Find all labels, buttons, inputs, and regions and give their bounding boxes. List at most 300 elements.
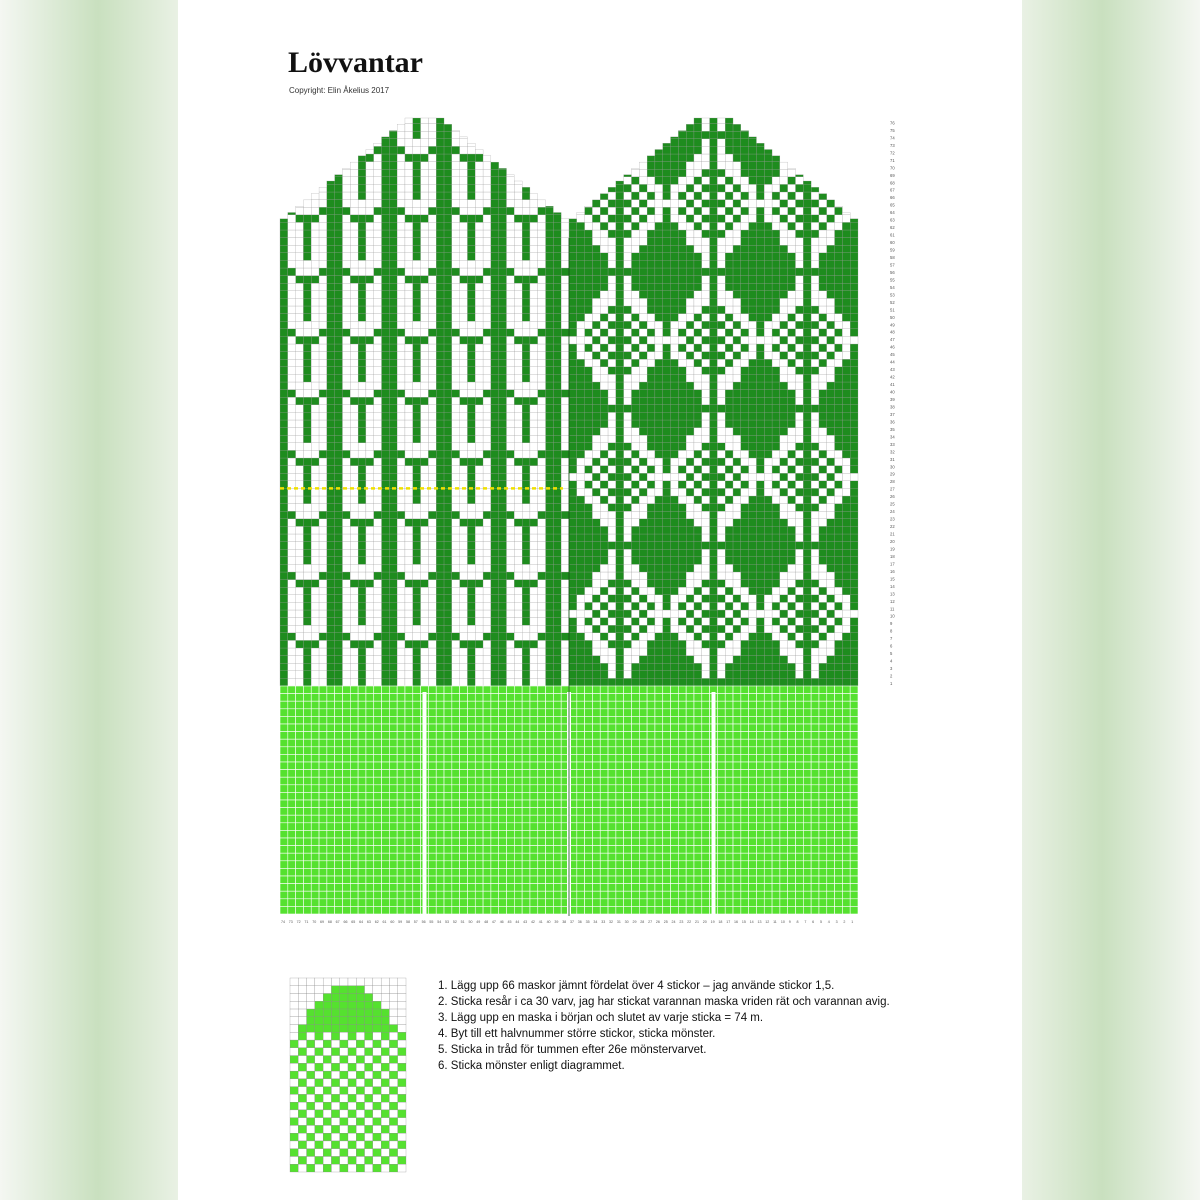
pattern-stitch bbox=[280, 420, 288, 428]
pattern-stitch bbox=[499, 207, 507, 215]
pattern-stitch bbox=[772, 230, 780, 238]
pattern-stitch bbox=[749, 412, 757, 420]
pattern-stitch bbox=[631, 625, 639, 633]
pattern-stitch bbox=[553, 352, 561, 360]
pattern-stitch bbox=[452, 428, 460, 436]
pattern-stitch bbox=[288, 397, 296, 405]
pattern-stitch bbox=[296, 397, 304, 405]
pattern-stitch bbox=[499, 458, 507, 466]
pattern-stitch bbox=[296, 253, 304, 261]
pattern-stitch bbox=[522, 557, 530, 565]
pattern-stitch bbox=[694, 344, 702, 352]
pattern-stitch bbox=[553, 367, 561, 375]
pattern-stitch bbox=[639, 245, 647, 253]
pattern-stitch bbox=[585, 435, 593, 443]
pattern-stitch bbox=[788, 405, 796, 413]
pattern-stitch bbox=[835, 412, 843, 420]
pattern-stitch bbox=[444, 336, 452, 344]
pattern-stitch bbox=[671, 428, 679, 436]
pattern-stitch bbox=[749, 648, 757, 656]
pattern-stitch bbox=[749, 511, 757, 519]
pattern-stitch bbox=[311, 633, 319, 641]
pattern-stitch bbox=[522, 625, 530, 633]
pattern-stitch bbox=[374, 397, 382, 405]
pattern-stitch bbox=[397, 222, 405, 230]
pattern-stitch bbox=[749, 154, 757, 162]
pattern-stitch bbox=[382, 306, 390, 314]
pattern-stitch bbox=[374, 200, 382, 208]
pattern-stitch bbox=[725, 640, 733, 648]
pattern-stitch bbox=[827, 260, 835, 268]
pattern-stitch bbox=[725, 238, 733, 246]
pattern-stitch bbox=[671, 238, 679, 246]
pattern-stitch bbox=[413, 169, 421, 177]
pattern-stitch bbox=[413, 671, 421, 679]
pattern-stitch bbox=[639, 473, 647, 481]
pattern-stitch bbox=[296, 618, 304, 626]
pattern-stitch bbox=[733, 283, 741, 291]
pattern-stitch bbox=[288, 367, 296, 375]
pattern-stitch bbox=[780, 496, 788, 504]
pattern-stitch bbox=[546, 443, 554, 451]
pattern-stitch bbox=[655, 443, 663, 451]
pattern-stitch bbox=[835, 519, 843, 527]
pattern-stitch bbox=[710, 139, 718, 147]
pattern-stitch bbox=[702, 443, 710, 451]
pattern-stitch bbox=[796, 466, 804, 474]
pattern-stitch bbox=[444, 466, 452, 474]
pattern-stitch bbox=[311, 412, 319, 420]
pattern-stitch bbox=[749, 496, 757, 504]
pattern-stitch bbox=[475, 633, 483, 641]
pattern-stitch bbox=[780, 238, 788, 246]
pattern-stitch bbox=[397, 184, 405, 192]
pattern-stitch bbox=[319, 245, 327, 253]
pattern-stitch bbox=[452, 678, 460, 686]
pattern-stitch bbox=[436, 260, 444, 268]
pattern-stitch bbox=[811, 640, 819, 648]
pattern-stitch bbox=[569, 382, 577, 390]
pattern-stitch bbox=[311, 352, 319, 360]
pattern-stitch bbox=[686, 374, 694, 382]
pattern-stitch bbox=[507, 587, 515, 595]
pattern-stitch bbox=[772, 572, 780, 580]
pattern-stitch bbox=[428, 466, 436, 474]
pattern-stitch bbox=[327, 633, 335, 641]
pattern-stitch bbox=[397, 428, 405, 436]
pattern-stitch bbox=[764, 618, 772, 626]
pattern-stitch bbox=[671, 625, 679, 633]
pattern-stitch bbox=[624, 405, 632, 413]
pattern-stitch bbox=[694, 405, 702, 413]
pattern-stitch bbox=[405, 534, 413, 542]
pattern-stitch bbox=[342, 458, 350, 466]
pattern-stitch bbox=[335, 359, 343, 367]
pattern-stitch bbox=[296, 276, 304, 284]
pattern-stitch bbox=[600, 473, 608, 481]
pattern-stitch bbox=[796, 633, 804, 641]
pattern-stitch bbox=[514, 306, 522, 314]
pattern-stitch bbox=[303, 572, 311, 580]
pattern-stitch bbox=[756, 435, 764, 443]
pattern-stitch bbox=[358, 276, 366, 284]
pattern-stitch bbox=[327, 671, 335, 679]
pattern-stitch bbox=[780, 283, 788, 291]
pattern-stitch bbox=[780, 618, 788, 626]
pattern-stitch bbox=[725, 359, 733, 367]
pattern-stitch bbox=[796, 671, 804, 679]
pattern-stitch bbox=[803, 557, 811, 565]
pattern-stitch bbox=[756, 268, 764, 276]
pattern-stitch bbox=[522, 412, 530, 420]
pattern-stitch bbox=[350, 253, 358, 261]
pattern-stitch bbox=[530, 648, 538, 656]
pattern-stitch bbox=[725, 564, 733, 572]
pattern-stitch bbox=[335, 175, 343, 177]
pattern-stitch bbox=[467, 359, 475, 367]
pattern-stitch bbox=[803, 200, 811, 208]
pattern-stitch bbox=[460, 663, 468, 671]
pattern-stitch bbox=[350, 450, 358, 458]
pattern-stitch bbox=[358, 504, 366, 512]
pattern-stitch bbox=[663, 671, 671, 679]
pattern-stitch bbox=[491, 283, 499, 291]
pattern-stitch bbox=[421, 192, 429, 200]
pattern-stitch bbox=[616, 359, 624, 367]
pattern-stitch bbox=[436, 435, 444, 443]
pattern-stitch bbox=[296, 283, 304, 291]
pattern-stitch bbox=[389, 352, 397, 360]
pattern-stitch bbox=[405, 268, 413, 276]
pattern-stitch bbox=[671, 200, 679, 208]
pattern-stitch bbox=[366, 405, 374, 413]
pattern-stitch bbox=[389, 405, 397, 413]
pattern-stitch bbox=[671, 496, 679, 504]
pattern-stitch bbox=[780, 230, 788, 238]
pattern-stitch bbox=[569, 580, 577, 588]
pattern-stitch bbox=[764, 587, 772, 595]
pattern-stitch bbox=[358, 405, 366, 413]
pattern-stitch bbox=[538, 298, 546, 306]
pattern-stitch bbox=[803, 390, 811, 398]
pattern-stitch bbox=[631, 473, 639, 481]
pattern-stitch bbox=[835, 359, 843, 367]
pattern-stitch bbox=[499, 450, 507, 458]
pattern-stitch bbox=[663, 192, 671, 200]
pattern-stitch bbox=[405, 283, 413, 291]
pattern-stitch bbox=[796, 230, 804, 238]
pattern-stitch bbox=[663, 222, 671, 230]
pattern-stitch bbox=[655, 321, 663, 329]
pattern-stitch bbox=[350, 656, 358, 664]
pattern-stitch bbox=[702, 412, 710, 420]
pattern-stitch bbox=[342, 230, 350, 238]
pattern-stitch bbox=[600, 564, 608, 572]
pattern-stitch bbox=[710, 663, 718, 671]
pattern-stitch bbox=[507, 268, 515, 276]
pattern-stitch bbox=[491, 466, 499, 474]
pattern-stitch bbox=[452, 671, 460, 679]
pattern-stitch bbox=[405, 618, 413, 626]
pattern-stitch bbox=[585, 625, 593, 633]
pattern-stitch bbox=[749, 671, 757, 679]
pattern-stitch bbox=[483, 298, 491, 306]
pattern-stitch bbox=[350, 564, 358, 572]
pattern-stitch bbox=[405, 633, 413, 641]
pattern-stitch bbox=[288, 466, 296, 474]
pattern-stitch bbox=[710, 534, 718, 542]
pattern-stitch bbox=[389, 678, 397, 686]
pattern-stitch bbox=[749, 245, 757, 253]
pattern-stitch bbox=[366, 587, 374, 595]
pattern-stitch bbox=[350, 374, 358, 382]
pattern-stitch bbox=[678, 215, 686, 223]
pattern-stitch bbox=[827, 671, 835, 679]
pattern-stitch bbox=[741, 359, 749, 367]
pattern-stitch bbox=[311, 359, 319, 367]
pattern-stitch bbox=[819, 633, 827, 641]
pattern-stitch bbox=[577, 557, 585, 565]
pattern-stitch bbox=[678, 572, 686, 580]
pattern-stitch bbox=[303, 390, 311, 398]
pattern-stitch bbox=[514, 181, 522, 184]
pattern-stitch bbox=[796, 504, 804, 512]
pattern-stitch bbox=[475, 443, 483, 451]
pattern-stitch bbox=[428, 344, 436, 352]
pattern-stitch bbox=[319, 580, 327, 588]
pattern-stitch bbox=[311, 390, 319, 398]
pattern-stitch bbox=[358, 230, 366, 238]
pattern-stitch bbox=[772, 618, 780, 626]
pattern-stitch bbox=[319, 238, 327, 246]
pattern-stitch bbox=[467, 336, 475, 344]
pattern-stitch bbox=[639, 215, 647, 223]
pattern-stitch bbox=[577, 671, 585, 679]
pattern-stitch bbox=[819, 473, 827, 481]
pattern-stitch bbox=[678, 200, 686, 208]
pattern-stitch bbox=[803, 656, 811, 664]
pattern-stitch bbox=[311, 580, 319, 588]
pattern-stitch bbox=[374, 412, 382, 420]
pattern-stitch bbox=[788, 450, 796, 458]
pattern-stitch bbox=[382, 671, 390, 679]
pattern-stitch bbox=[796, 428, 804, 436]
pattern-stitch bbox=[631, 253, 639, 261]
pattern-stitch bbox=[366, 336, 374, 344]
pattern-stitch bbox=[827, 587, 835, 595]
pattern-stitch bbox=[592, 678, 600, 686]
pattern-stitch bbox=[561, 656, 569, 664]
pattern-stitch bbox=[592, 466, 600, 474]
pattern-stitch bbox=[756, 656, 764, 664]
pattern-stitch bbox=[631, 382, 639, 390]
pattern-stitch bbox=[671, 230, 679, 238]
pattern-stitch bbox=[389, 268, 397, 276]
pattern-stitch bbox=[717, 382, 725, 390]
pattern-stitch bbox=[569, 618, 577, 626]
pattern-stitch bbox=[788, 671, 796, 679]
pattern-stitch bbox=[569, 526, 577, 534]
pattern-stitch bbox=[491, 253, 499, 261]
pattern-stitch bbox=[624, 367, 632, 375]
pattern-stitch bbox=[717, 184, 725, 192]
pattern-stitch bbox=[452, 382, 460, 390]
pattern-stitch bbox=[389, 610, 397, 618]
pattern-stitch bbox=[296, 352, 304, 360]
pattern-stitch bbox=[514, 656, 522, 664]
pattern-stitch bbox=[421, 139, 429, 147]
pattern-stitch bbox=[577, 359, 585, 367]
pattern-stitch bbox=[522, 253, 530, 261]
pattern-stitch bbox=[507, 428, 515, 436]
pattern-stitch bbox=[631, 230, 639, 238]
pattern-stitch bbox=[717, 397, 725, 405]
pattern-stitch bbox=[460, 549, 468, 557]
pattern-stitch bbox=[811, 321, 819, 329]
pattern-stitch bbox=[717, 443, 725, 451]
pattern-stitch bbox=[280, 412, 288, 420]
pattern-stitch bbox=[382, 428, 390, 436]
pattern-stitch bbox=[631, 336, 639, 344]
pattern-stitch bbox=[569, 298, 577, 306]
pattern-stitch bbox=[436, 473, 444, 481]
pattern-stitch bbox=[717, 504, 725, 512]
pattern-stitch bbox=[553, 587, 561, 595]
pattern-stitch bbox=[577, 458, 585, 466]
pattern-stitch bbox=[436, 352, 444, 360]
pattern-stitch bbox=[288, 602, 296, 610]
pattern-stitch bbox=[678, 671, 686, 679]
pattern-stitch bbox=[756, 184, 764, 192]
pattern-stitch bbox=[819, 336, 827, 344]
pattern-stitch bbox=[499, 678, 507, 686]
pattern-stitch bbox=[553, 336, 561, 344]
pattern-stitch bbox=[319, 298, 327, 306]
pattern-stitch bbox=[335, 580, 343, 588]
pattern-stitch bbox=[616, 260, 624, 268]
pattern-stitch bbox=[350, 435, 358, 443]
pattern-stitch bbox=[421, 618, 429, 626]
pattern-stitch bbox=[522, 397, 530, 405]
pattern-stitch bbox=[475, 678, 483, 686]
pattern-stitch bbox=[702, 526, 710, 534]
pattern-stitch bbox=[358, 580, 366, 588]
pattern-stitch bbox=[592, 260, 600, 268]
pattern-stitch bbox=[756, 367, 764, 375]
pattern-stitch bbox=[749, 420, 757, 428]
pattern-stitch bbox=[530, 397, 538, 405]
pattern-stitch bbox=[569, 219, 577, 223]
pattern-stitch bbox=[764, 466, 772, 474]
pattern-stitch bbox=[756, 481, 764, 489]
pattern-stitch bbox=[655, 230, 663, 238]
pattern-stitch bbox=[530, 580, 538, 588]
pattern-stitch bbox=[811, 656, 819, 664]
pattern-stitch bbox=[577, 291, 585, 299]
pattern-stitch bbox=[460, 329, 468, 337]
pattern-stitch bbox=[741, 602, 749, 610]
pattern-stitch bbox=[577, 473, 585, 481]
pattern-stitch bbox=[475, 412, 483, 420]
pattern-stitch bbox=[764, 154, 772, 162]
pattern-stitch bbox=[397, 443, 405, 451]
pattern-stitch bbox=[694, 572, 702, 580]
pattern-stitch bbox=[436, 587, 444, 595]
pattern-stitch bbox=[397, 131, 405, 139]
pattern-stitch bbox=[452, 276, 460, 284]
pattern-stitch bbox=[686, 222, 694, 230]
pattern-stitch bbox=[756, 276, 764, 284]
pattern-stitch bbox=[749, 192, 757, 200]
pattern-stitch bbox=[397, 587, 405, 595]
pattern-stitch bbox=[827, 230, 835, 238]
pattern-stitch bbox=[585, 542, 593, 550]
pattern-stitch bbox=[491, 390, 499, 398]
pattern-stitch bbox=[764, 397, 772, 405]
pattern-stitch bbox=[694, 656, 702, 664]
pattern-stitch bbox=[342, 260, 350, 268]
pattern-stitch bbox=[491, 268, 499, 276]
pattern-stitch bbox=[585, 352, 593, 360]
pattern-stitch bbox=[303, 200, 311, 207]
pattern-stitch bbox=[678, 496, 686, 504]
pattern-stitch bbox=[460, 359, 468, 367]
pattern-stitch bbox=[460, 298, 468, 306]
pattern-stitch bbox=[686, 230, 694, 238]
pattern-stitch bbox=[577, 374, 585, 382]
pattern-stitch bbox=[366, 580, 374, 588]
pattern-stitch bbox=[780, 488, 788, 496]
pattern-stitch bbox=[608, 359, 616, 367]
pattern-stitch bbox=[499, 610, 507, 618]
pattern-stitch bbox=[538, 625, 546, 633]
pattern-stitch bbox=[530, 542, 538, 550]
pattern-stitch bbox=[663, 450, 671, 458]
pattern-stitch bbox=[436, 177, 444, 185]
pattern-stitch bbox=[780, 542, 788, 550]
pattern-stitch bbox=[382, 625, 390, 633]
pattern-stitch bbox=[678, 519, 686, 527]
pattern-stitch bbox=[288, 671, 296, 679]
pattern-stitch bbox=[538, 412, 546, 420]
pattern-stitch bbox=[733, 580, 741, 588]
pattern-stitch bbox=[280, 511, 288, 519]
pattern-stitch bbox=[577, 519, 585, 527]
pattern-stitch bbox=[655, 276, 663, 284]
pattern-stitch bbox=[608, 238, 616, 246]
pattern-stitch bbox=[327, 557, 335, 565]
pattern-stitch bbox=[624, 435, 632, 443]
pattern-stitch bbox=[663, 412, 671, 420]
pattern-stitch bbox=[616, 276, 624, 284]
pattern-stitch bbox=[467, 329, 475, 337]
pattern-stitch bbox=[647, 656, 655, 664]
pattern-stitch bbox=[436, 359, 444, 367]
pattern-stitch bbox=[717, 534, 725, 542]
pattern-stitch bbox=[608, 466, 616, 474]
pattern-stitch bbox=[296, 245, 304, 253]
pattern-stitch bbox=[522, 192, 530, 200]
pattern-stitch bbox=[413, 534, 421, 542]
pattern-stitch bbox=[631, 557, 639, 565]
pattern-stitch bbox=[530, 245, 538, 253]
pattern-stitch bbox=[452, 184, 460, 192]
pattern-stitch bbox=[436, 314, 444, 322]
pattern-stitch bbox=[717, 572, 725, 580]
pattern-stitch bbox=[624, 450, 632, 458]
pattern-stitch bbox=[694, 124, 702, 132]
pattern-stitch bbox=[764, 207, 772, 215]
